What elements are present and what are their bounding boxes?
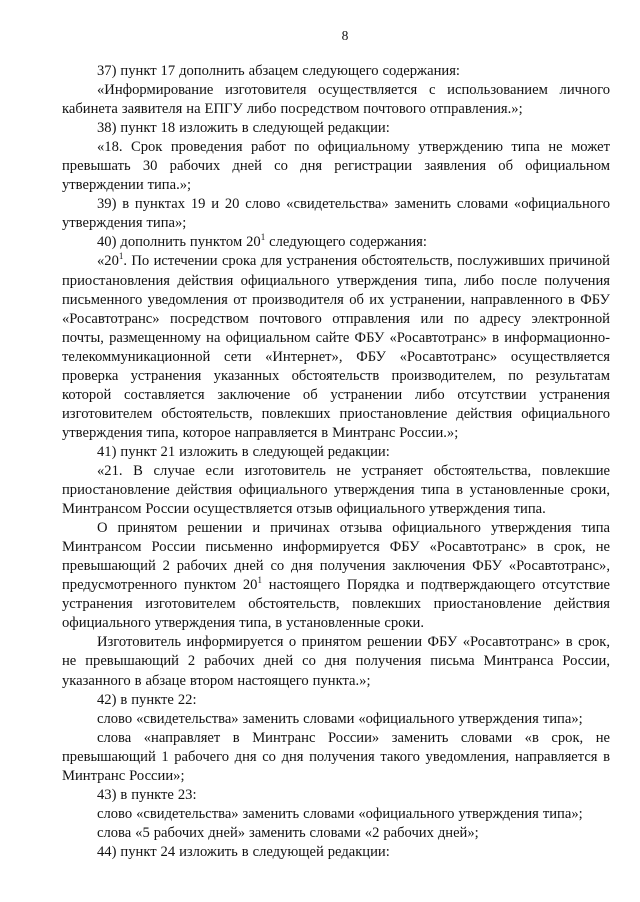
item-40-text [62, 252, 610, 442]
item-41-text: «21. В случае если изготовитель не устраняет обстоятельства, повлекшие приостановление действия официального утверждения типа в установленные сроки, Минтрансом России осуществляется отзыв официального утверждения типа. [62, 462, 610, 518]
item-43-line-2: слова «5 рабочих дней» заменить словами «2 рабочих дней»; [97, 824, 479, 841]
item-40-before: 40) дополнить пунктом 20 [97, 234, 261, 251]
item-42-line-1: слово «свидетельства» заменить словами «официального утверждения типа»; [97, 710, 583, 727]
item-41-para-3: Изготовитель информируется о принятом решении ФБУ «Росавтотранс» в срок, не превышающий 2 рабочих дней со дня получения письма Минтранса России, указанного в абзаце втором настоящего пункта.»; [62, 634, 610, 689]
page-number: 8 [341, 28, 349, 43]
item-41-para-2-after: настоящего Порядка и подтверждающего отсутствие устранения изготовителем обстоятельств, повлекших приостановление действия официального утверждения типа, в установленные сроки. [62, 577, 610, 632]
item-37-text: «Информирование изготовителя осуществляется с использованием личного кабинета заявителя на ЕПГУ либо посредством почтового отправления.»; [62, 82, 610, 118]
item-44: 44) пункт 24 изложить в следующей редакции: [97, 843, 390, 860]
item-38-text: «18. Срок проведения работ по официальному утверждению типа не может превышать 30 рабочих дней со дня регистрации заявления об официальном утверждении типа.»; [62, 139, 610, 194]
item-41-para-2 [62, 519, 610, 633]
item-40-sup: 1 [260, 232, 266, 243]
item-42-line-2: слова «направляет в Минтранс России» заменить словами «в срок, не превышающий 1 рабочего дня со дня получения такого уведомления, направляется в Минтранс России»; [62, 729, 610, 784]
item-40-after: следующего содержания: [265, 234, 427, 251]
item-37: 37) пункт 17 дополнить абзацем следующего содержания: [97, 63, 460, 79]
item-41-para-2-sup: 1 [257, 575, 262, 586]
item-38: 38) пункт 18 изложить в следующей редакции: [97, 120, 390, 137]
item-39: 39) в пунктах 19 и 20 слово «свидетельства» заменить словами «официального утверждения типа»; [62, 196, 610, 232]
item-43: 43) в пункте 23: [97, 786, 197, 803]
item-40 [62, 233, 610, 252]
item-40-text-sup: 1 [118, 251, 124, 262]
item-41-para-2-before: О принятом решении и причинах отзыва официального утверждения типа Минтрансом России письменно информируется ФБУ «Росавтотранс» в срок, не превышающий 2 рабочих дней со дня получения заключения ФБУ «Росавтотранс», предусмотренного пунктом 20 [62, 520, 610, 594]
item-43-line-1: слово «свидетельства» заменить словами «официального утверждения типа»; [97, 805, 583, 822]
item-40-text-before: «20 [97, 253, 119, 270]
item-40-text-after: . По истечении срока для устранения обстоятельств, послуживших причиной приостановления действия официального утверждения типа, либо после получения письменного уведомления от производителя об их устранении, направленного в ФБУ «Росавтотранс» посредством почтового отправления или по адресу электронной почты, размещенному на официальном сайте ФБУ «Росавтотранс» в информационно-телекоммуникационной сети «Интернет», ФБУ «Росавтотранс» осуществляется проверка устранения указанных обстоятельств производителем, по результатам которой составляется заключение об устранении либо отсутствии устранения изготовителем обстоятельств, повлекших приостановление действия официального утверждения типа, которое направляется в Минтранс России.»; [62, 253, 610, 441]
item-41: 41) пункт 21 изложить в следующей редакции: [97, 443, 390, 460]
item-42: 42) в пункте 22: [97, 691, 197, 708]
